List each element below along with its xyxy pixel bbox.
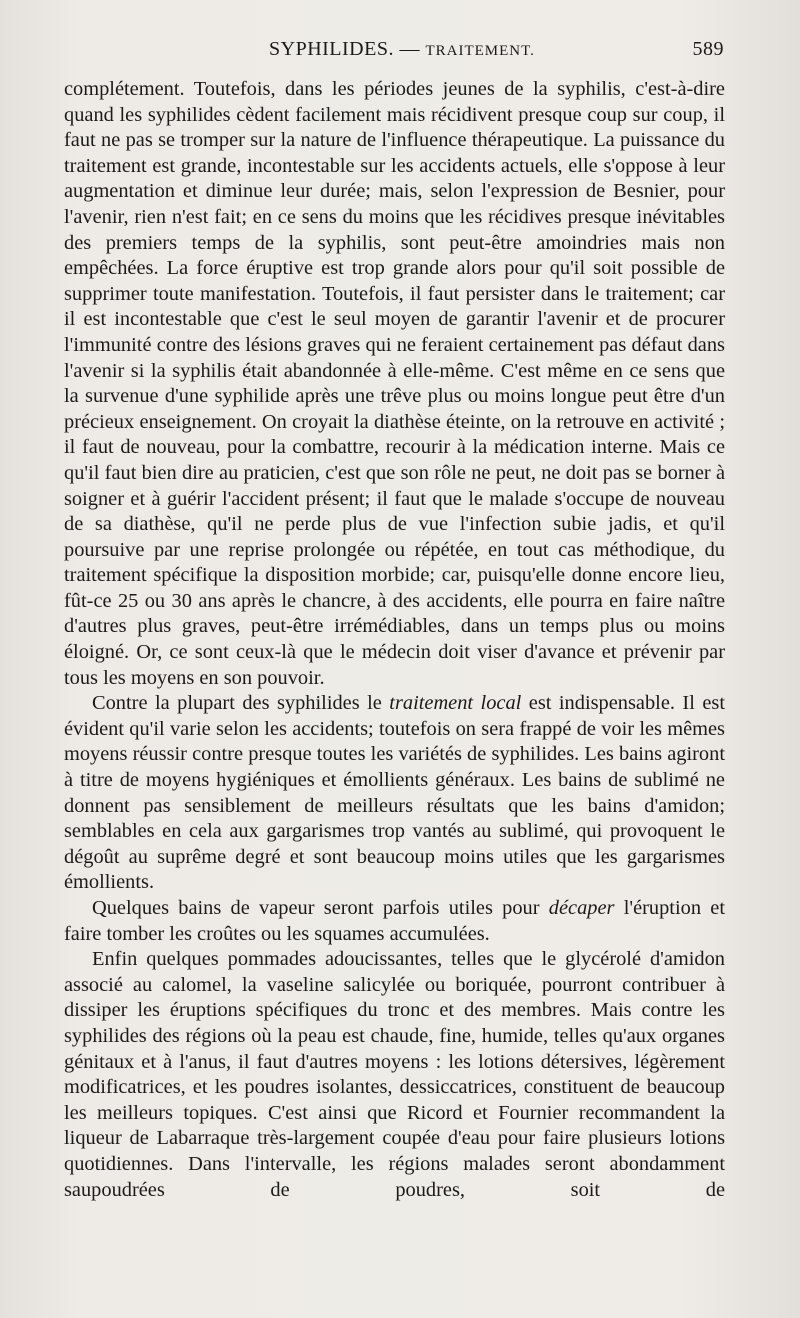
paragraph [64, 691, 725, 896]
text-run: Contre la plupart des syphilides le [92, 692, 390, 715]
running-title-dash: — [393, 38, 426, 60]
text-run: Enfin quelques pommades adoucissantes, telles que le glycérolé d'amidon associé au calomel, la vaseline salicylée ou boriquée, pourront contribuer à dissiper les éruptions spécifiques du tronc et des membres. Mais contre les syphilides des régions où la peau est chaude, fine, humide, telles qu'aux organes génitaux et à l'anus, il faut d'autres moyens : les lotions détersives, légèrement modificatrices, et les poudres isolantes, dessiccatrices, constituent de beaucoup les meilleurs topiques. C'est ainsi que Ricord et Fournier recommandent la liqueur de Labarraque très-largement coupée d'eau pour faire plusieurs lotions quotidiennes. Dans l'intervalle, les régions malades seront abondamment saupoudrées de poudres, soit de [64, 948, 725, 1201]
page-number: 589 [692, 38, 724, 60]
italic-text: traitement local [389, 692, 522, 715]
text-run: complétement. Toutefois, dans les périodes jeunes de la syphilis, c'est-à-dire quand les syphilides cèdent facilement mais récidivent presque coup sur coup, il faut ne pas se tromper sur la nature de l'influence thérapeutique. La puissance du traitement est grande, incontestable sur les accidents actuels, elle s'oppose à leur augmentation et diminue leur durée; mais, selon l'expression de Besnier, pour l'avenir, rien n'est fait; en ce sens du moins que les récidives presque inévitables des premiers temps de la syphilis, sont peut-être amoindries mais non empêchées. La force éruptive est trop grande alors pour qu'il soit possible de supprimer toute manifestation. Toutefois, il faut persister dans le traitement; car il est incontestable que c'est le seul moyen de garantir l'avenir et de procurer l'immunité contre des lésions graves qui ne feraient certainement pas défaut dans l'avenir si la syphilis était abandonnée à elle-même. C'est même en ce sens que la survenue d'une syphilide après une trêve plus ou moins longue peut être d'un précieux enseignement. On croyait la diathèse éteinte, on la retrouve en activité ; il faut de nouveau, pour la combattre, recourir à la médication interne. Mais ce qu'il faut bien dire au praticien, c'est que son rôle ne peut, ne doit pas se borner à soigner et à guérir l'accident présent; il faut que le malade s'occupe de nouveau de sa diathèse, qu'il ne perde plus de vue l'infection subie jadis, et qu'il poursuive par une reprise prolongée ou répétée, en tout cas méthodique, du traitement spécifique la disposition morbide; car, puisqu'elle donne encore lieu, fût-ce 25 ou 30 ans après le chancre, à des accidents, elle pourra en faire naître d'autres plus graves, peut-être irrémédiables, dans un temps plus ou moins éloigné. Or, ce sont ceux-là que le médecin doit viser d'avance et prévenir par tous les moyens en son pouvoir. [64, 78, 725, 689]
text-run: l'éruption et faire tomber les croûtes ou les squames accumulées. [64, 897, 725, 945]
paragraph [64, 947, 725, 1203]
text-run: Quelques bains de vapeur seront parfois utiles pour [92, 897, 549, 919]
running-title [269, 38, 535, 61]
paragraph [64, 77, 725, 691]
paragraph [64, 896, 725, 947]
text-run: est indispensable. Il est évident qu'il varie selon les accidents; toutefois on sera frappé de voir les mêmes moyens réussir contre presque toutes les variétés de syphilides. Les bains agiront à titre de moyens hygiéniques et émollients généraux. Les bains de sublimé ne donnent pas sensiblement de meilleurs résultats que les bains d'amidon; semblables en cela aux gargarismes trop vantés au sublimé, qui provoquent le dégoût au suprême degré et sont beaucoup moins utiles que les gargarismes émollients. [64, 692, 725, 894]
running-title-section: TRAITEMENT. [425, 43, 535, 59]
italic-text: décaper [548, 897, 615, 919]
running-title-main: SYPHILIDES. [269, 38, 394, 60]
body-text [64, 77, 725, 1203]
running-head [64, 38, 724, 68]
